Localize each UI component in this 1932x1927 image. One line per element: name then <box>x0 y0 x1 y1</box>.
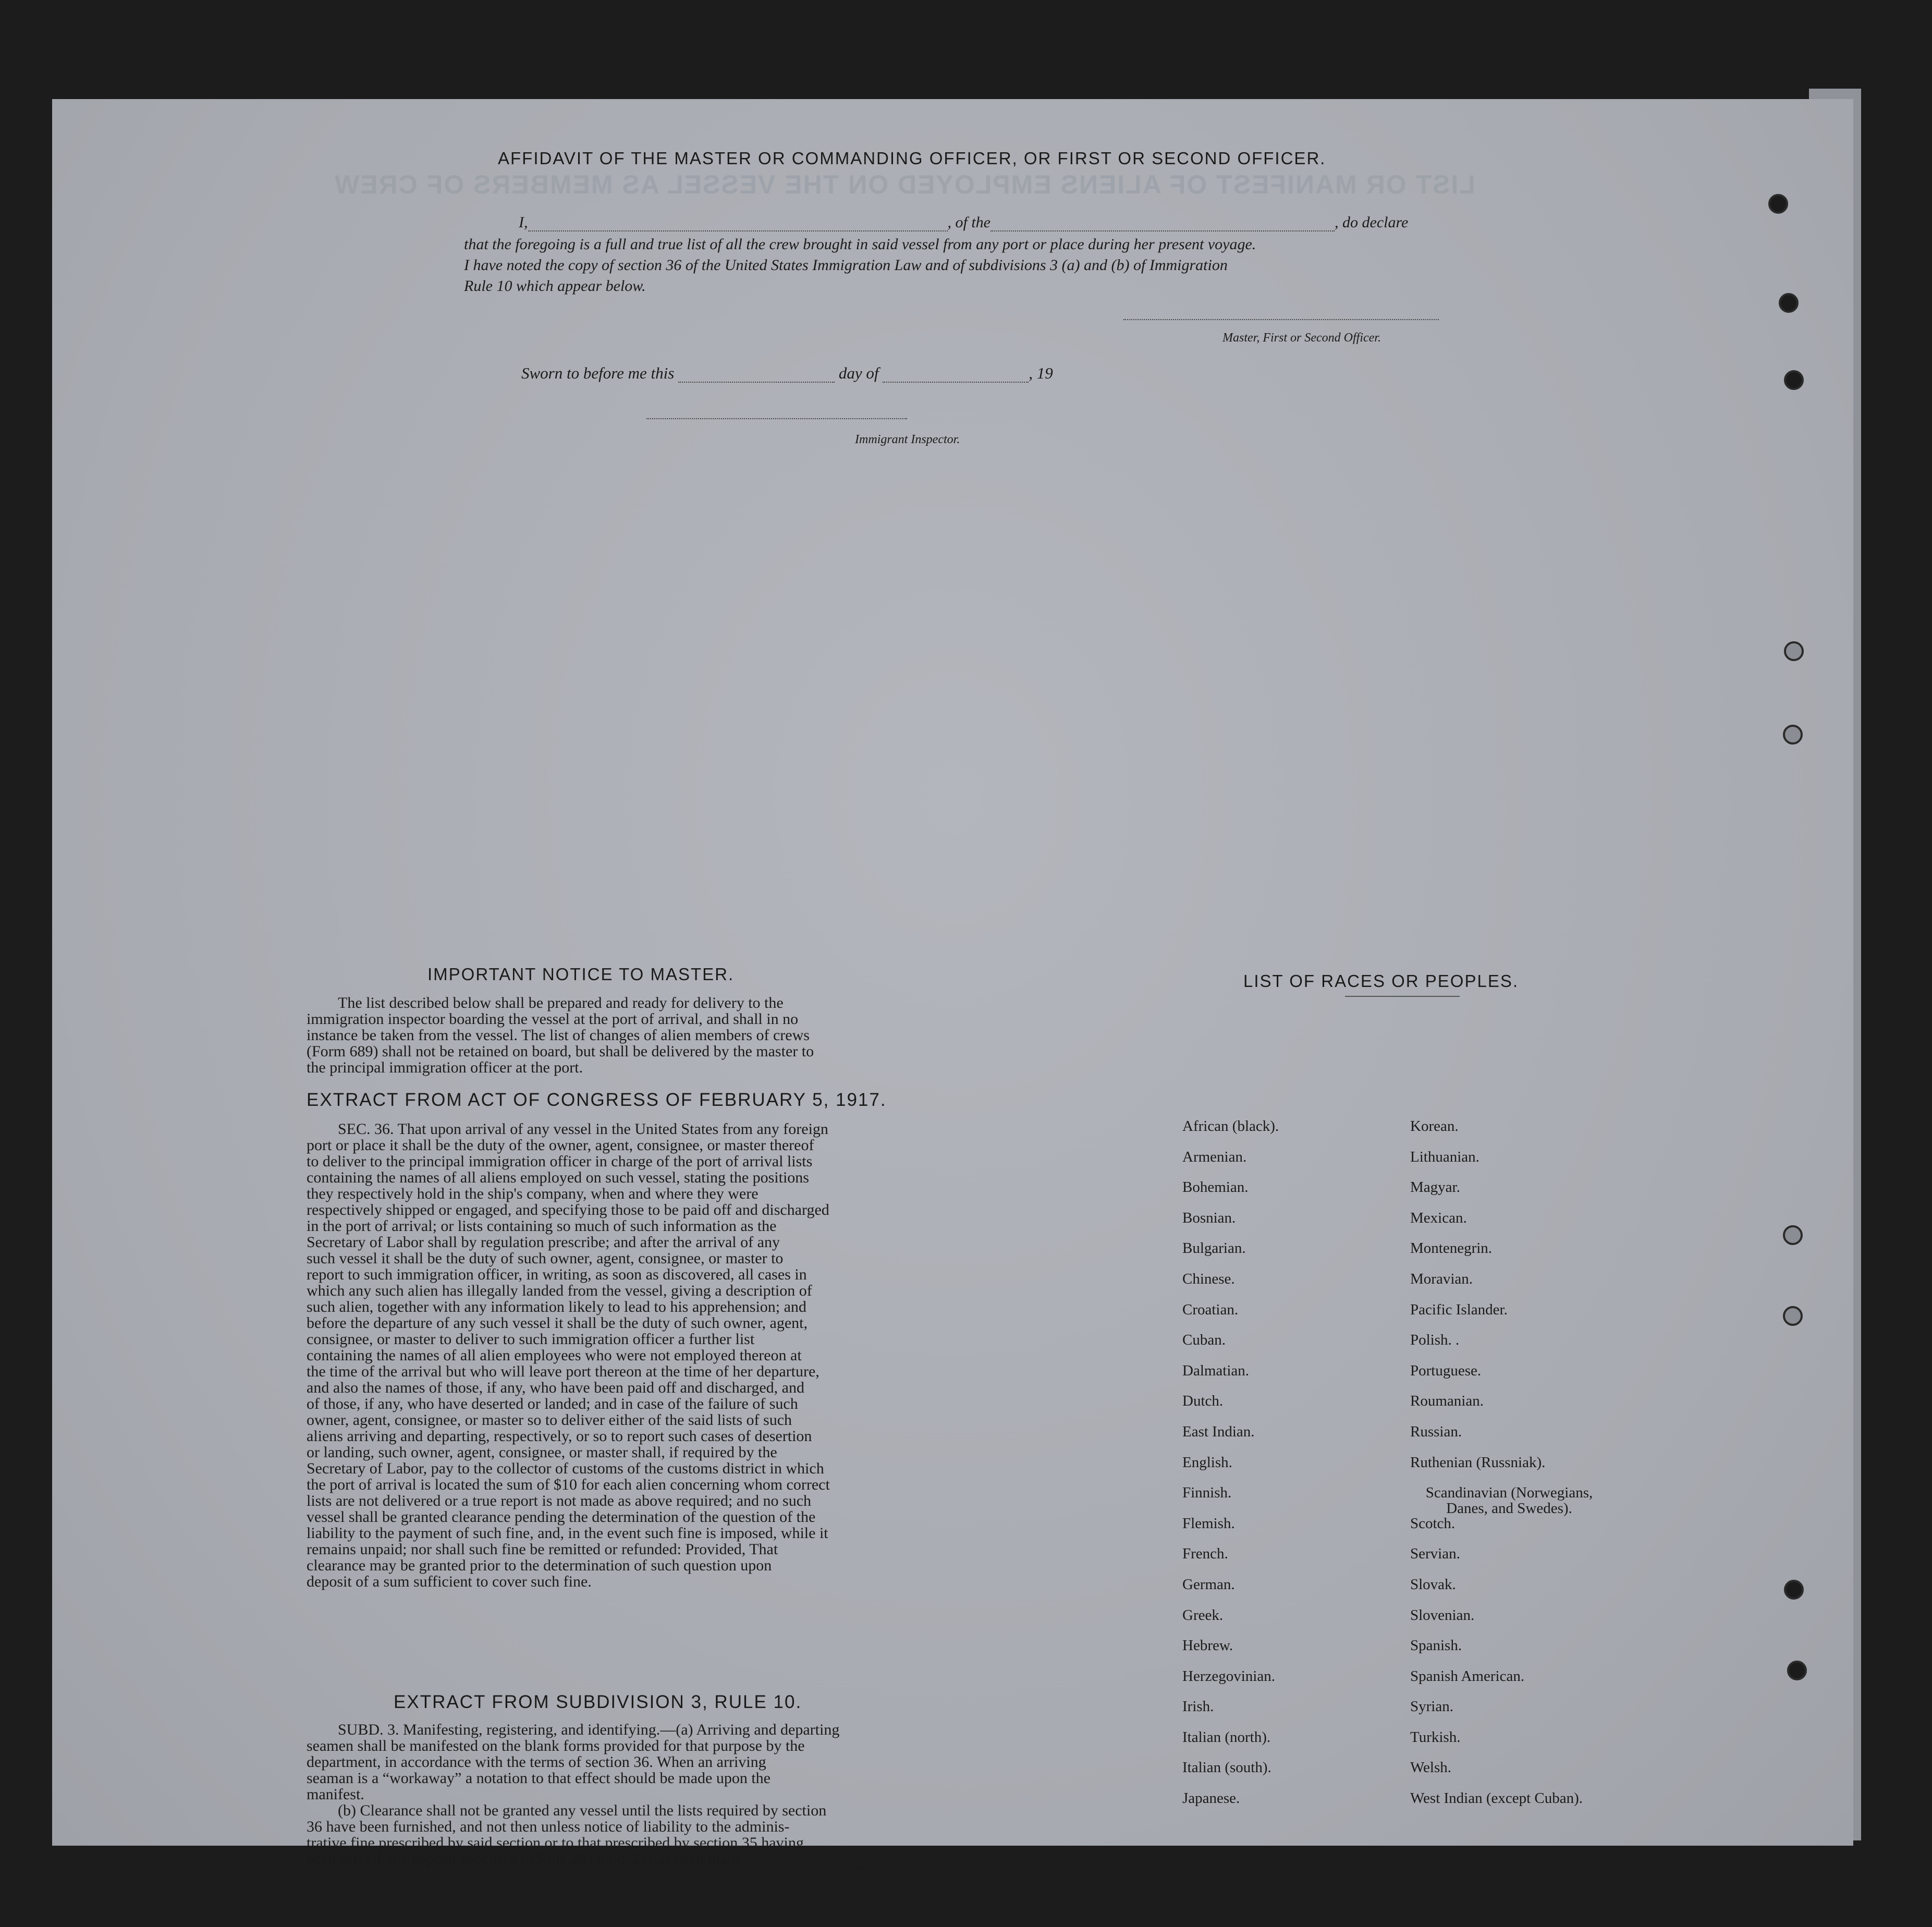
act-line: deposit of a sum sufficient to cover such fine. <box>307 1573 592 1590</box>
race-item: Mexican. <box>1410 1209 1467 1226</box>
act-line: vessel shall be granted clearance pending the determination of the question of the <box>307 1508 816 1526</box>
act-line: the port of arrival is located the sum of $10 for each alien concerning whom correct <box>307 1476 830 1493</box>
races-title: LIST OF RACES OR PEOPLES. <box>1243 971 1519 991</box>
binder-hole <box>1784 370 1804 390</box>
day-of-label: day of <box>838 364 879 382</box>
race-item: Flemish. <box>1182 1515 1235 1532</box>
act-line: liability to the payment of such fine, and, in the event such fine is imposed, while it <box>307 1524 828 1542</box>
race-item: Irish. <box>1182 1698 1214 1715</box>
act-line: Secretary of Labor, pay to the collector of customs of the customs district in which <box>307 1460 824 1477</box>
race-item: Italian (south). <box>1182 1759 1271 1776</box>
inspector-signature-label: Immigrant Inspector. <box>855 433 960 446</box>
affidavit-i-label: I, <box>519 214 528 231</box>
race-item: Korean. <box>1410 1118 1459 1135</box>
act-line: they respectively hold in the ship's company, when and where they were <box>307 1185 759 1202</box>
race-item: Croatian. <box>1182 1301 1239 1318</box>
race-item: English. <box>1182 1454 1232 1471</box>
rule-line: seaman is a “workaway” a notation to that effect should be made upon the <box>307 1770 771 1787</box>
race-item: Slovak. <box>1410 1576 1456 1593</box>
notice-line: the principal immigration officer at the port. <box>307 1059 583 1076</box>
notice-line: instance be taken from the vessel. The list of changes of alien members of crews <box>307 1027 810 1044</box>
act-line: before the departure of any such vessel it shall be the duty of such owner, agent, <box>307 1314 808 1332</box>
race-item: Italian (north). <box>1182 1728 1271 1746</box>
act-line: which any such alien has illegally landed from the vessel, giving a description of <box>307 1282 812 1299</box>
race-item: West Indian (except Cuban). <box>1410 1790 1583 1807</box>
binder-hole <box>1784 1580 1804 1600</box>
affidavit-title: AFFIDAVIT OF THE MASTER OR COMMANDING OFFICER, OR FIRST OR SECOND OFFICER. <box>498 149 1326 168</box>
binder-hole <box>1787 1661 1807 1680</box>
rule-line: seamen shall be manifested on the blank forms provided for that purpose by the <box>307 1737 805 1754</box>
document-page <box>52 99 1853 1872</box>
race-item: Finnish. <box>1182 1484 1232 1502</box>
binder-hole <box>1768 194 1788 214</box>
affidavit-declare-label: , do declare <box>1335 214 1409 231</box>
inspector-signature-line[interactable] <box>646 417 907 419</box>
races-column-1 <box>1182 1118 1279 1821</box>
act-line: or landing, such owner, agent, consignee, or master shall, if required by the <box>307 1444 777 1461</box>
affidavit-line1 <box>519 214 1408 231</box>
races-title-rule <box>1345 996 1460 997</box>
race-item: East Indian. <box>1182 1423 1255 1440</box>
race-item: Chinese. <box>1182 1270 1235 1287</box>
year-label: , 19 <box>1029 364 1053 382</box>
act-line: SEC. 36. That upon arrival of any vessel in the United States from any foreign <box>338 1120 828 1138</box>
race-item: French. <box>1182 1545 1228 1563</box>
race-item: Spanish. <box>1410 1637 1462 1654</box>
extract-rule-title: EXTRACT FROM SUBDIVISION 3, RULE 10. <box>394 1692 802 1712</box>
sworn-line <box>521 364 1053 383</box>
race-item: Roumanian. <box>1410 1393 1484 1410</box>
race-item: Magyar. <box>1410 1179 1460 1196</box>
extract-act-title: EXTRACT FROM ACT OF CONGRESS OF FEBRUARY 5, 1917. <box>307 1090 887 1110</box>
sworn-label: Sworn to before me this <box>521 364 675 382</box>
race-item: Bohemian. <box>1182 1179 1249 1196</box>
race-item: Scotch. <box>1410 1515 1456 1532</box>
act-line: in the port of arrival; or lists containing so much of such information as the <box>307 1217 777 1235</box>
act-line: containing the names of all alien employees who were not employed thereon at <box>307 1347 802 1364</box>
rule-line: (b) Clearance shall not be granted any vessel until the lists required by section <box>338 1802 827 1819</box>
act-line: clearance may be granted prior to the determination of such question upon <box>307 1557 772 1574</box>
race-item: Armenian. <box>1182 1148 1247 1165</box>
rule-line: department, in accordance with the terms of section 36. When an arriving <box>307 1753 766 1771</box>
race-item: Syrian. <box>1410 1698 1453 1715</box>
rule-line: 36 have been furnished, and not then unless notice of liability to the adminis- <box>307 1818 790 1835</box>
rule-line: been served, the deposit specified in Rule 28 (subd. 2) has been made. <box>307 1850 746 1868</box>
race-item: Servian. <box>1410 1545 1460 1563</box>
race-item: Scandinavian (Norwegians, Danes, and Swedes). <box>1425 1484 1593 1517</box>
affidavit-of-the-label: , of the <box>947 214 991 231</box>
act-line: of those, if any, who have deserted or landed; and in case of the failure of such <box>307 1395 798 1412</box>
affidavit-line3: I have noted the copy of section 36 of the United States Immigration Law and of subdivisions 3 (a) and (b) of Immigration <box>464 257 1228 274</box>
act-line: the time of the arrival but who will leave port thereon at the time of her departure, <box>307 1363 820 1380</box>
affidavit-line2: that the foregoing is a full and true list of all the crew brought in said vessel from any port or place during her present voyage. <box>464 236 1256 253</box>
notice-line: The list described below shall be prepared and ready for delivery to the <box>338 994 784 1011</box>
act-line: Secretary of Labor shall by regulation prescribe; and after the arrival of any <box>307 1234 780 1251</box>
races-column-2 <box>1410 1118 1608 1821</box>
race-item: Cuban. <box>1182 1332 1226 1349</box>
race-item: Dalmatian. <box>1182 1362 1250 1379</box>
act-line: and also the names of those, if any, who have been paid off and discharged, and <box>307 1379 804 1396</box>
race-item: Dutch. <box>1182 1393 1224 1410</box>
race-item: Pacific Islander. <box>1410 1301 1508 1318</box>
act-line: owner, agent, consignee, or master so to deliver either of the said lists of such <box>307 1411 792 1429</box>
binder-hole <box>1784 641 1804 661</box>
race-item: Welsh. <box>1410 1759 1452 1776</box>
extract-rule-body <box>307 1722 953 1867</box>
act-line: lists are not delivered or a true report is not made as above required; and no such <box>307 1492 812 1509</box>
extract-act-body <box>307 1121 953 1590</box>
race-item: Hebrew. <box>1182 1637 1233 1654</box>
act-line: containing the names of all aliens employed on such vessel, stating the positions <box>307 1169 809 1186</box>
race-item: Slovenian. <box>1410 1606 1475 1624</box>
rule-line: trative fine prescribed by said section or to that prescribed by section 35 having <box>307 1834 804 1851</box>
act-line: aliens arriving and departing, respectively, or so to report such cases of desertion <box>307 1428 812 1445</box>
race-item: African (black). <box>1182 1118 1279 1135</box>
race-item: Japanese. <box>1182 1790 1240 1807</box>
affidavit-line4: Rule 10 which appear below. <box>464 277 646 295</box>
act-line: consignee, or master to deliver to such immigration officer a further list <box>307 1331 755 1348</box>
vessel-name-blank[interactable] <box>991 230 1335 231</box>
notice-line: (Form 689) shall not be retained on board, but shall be delivered by the master to <box>307 1043 814 1060</box>
form-number: 14—1940 <box>834 1864 865 1872</box>
race-item: Herzegovinian. <box>1182 1667 1275 1685</box>
notice-title: IMPORTANT NOTICE TO MASTER. <box>427 965 735 984</box>
race-item: Turkish. <box>1410 1728 1461 1746</box>
race-item: Lithuanian. <box>1410 1148 1479 1165</box>
act-line: such alien, together with any information likely to lead to his apprehension; and <box>307 1298 806 1315</box>
act-line: to deliver to the principal immigration officer in charge of the port of arrival lists <box>307 1153 813 1170</box>
rule-line: SUBD. 3. Manifesting, registering, and identifying.—(a) Arriving and departing <box>338 1721 840 1738</box>
notice-line: immigration inspector boarding the vessel at the port of arrival, and shall in no <box>307 1010 799 1028</box>
binder-hole <box>1783 1306 1803 1326</box>
sworn-day-blank[interactable] <box>678 382 835 383</box>
act-line: report to such immigration officer, in writing, as soon as discovered, all cases in <box>307 1266 807 1283</box>
race-item: Bosnian. <box>1182 1209 1236 1226</box>
act-line: such vessel it shall be the duty of such owner, agent, consignee, or master to <box>307 1250 784 1267</box>
race-item: Greek. <box>1182 1606 1224 1624</box>
binder-hole <box>1783 1225 1803 1245</box>
act-line: port or place it shall be the duty of the owner, agent, consignee, or master thereof <box>307 1137 814 1154</box>
binder-hole <box>1779 293 1799 313</box>
notice-body <box>307 995 953 1076</box>
master-signature-line[interactable] <box>1123 318 1439 320</box>
act-line: respectively shipped or engaged, and specifying those to be paid off and discharged <box>307 1201 829 1218</box>
race-item: Russian. <box>1410 1423 1462 1440</box>
race-item: Spanish American. <box>1410 1667 1525 1685</box>
race-item: Montenegrin. <box>1410 1240 1493 1257</box>
master-name-blank[interactable] <box>528 230 948 231</box>
race-item: German. <box>1182 1576 1235 1593</box>
act-line: remains unpaid; nor shall such fine be remitted or refunded: Provided, That <box>307 1541 778 1558</box>
race-item: Bulgarian. <box>1182 1240 1246 1257</box>
bleed-through-title: LIST OR MANIFEST OF ALIENS EMPLOYED ON THE VESSEL AS MEMBERS OF CREW <box>334 170 1475 199</box>
master-signature-label: Master, First or Second Officer. <box>1222 331 1381 345</box>
rule-line: manifest. <box>307 1786 364 1803</box>
sworn-month-blank[interactable] <box>883 382 1029 383</box>
race-item: Ruthenian (Russniak). <box>1410 1454 1546 1471</box>
race-item: Polish. . <box>1410 1332 1460 1349</box>
race-item: Moravian. <box>1410 1270 1473 1287</box>
race-item: Portuguese. <box>1410 1362 1482 1379</box>
binder-hole <box>1783 725 1803 745</box>
